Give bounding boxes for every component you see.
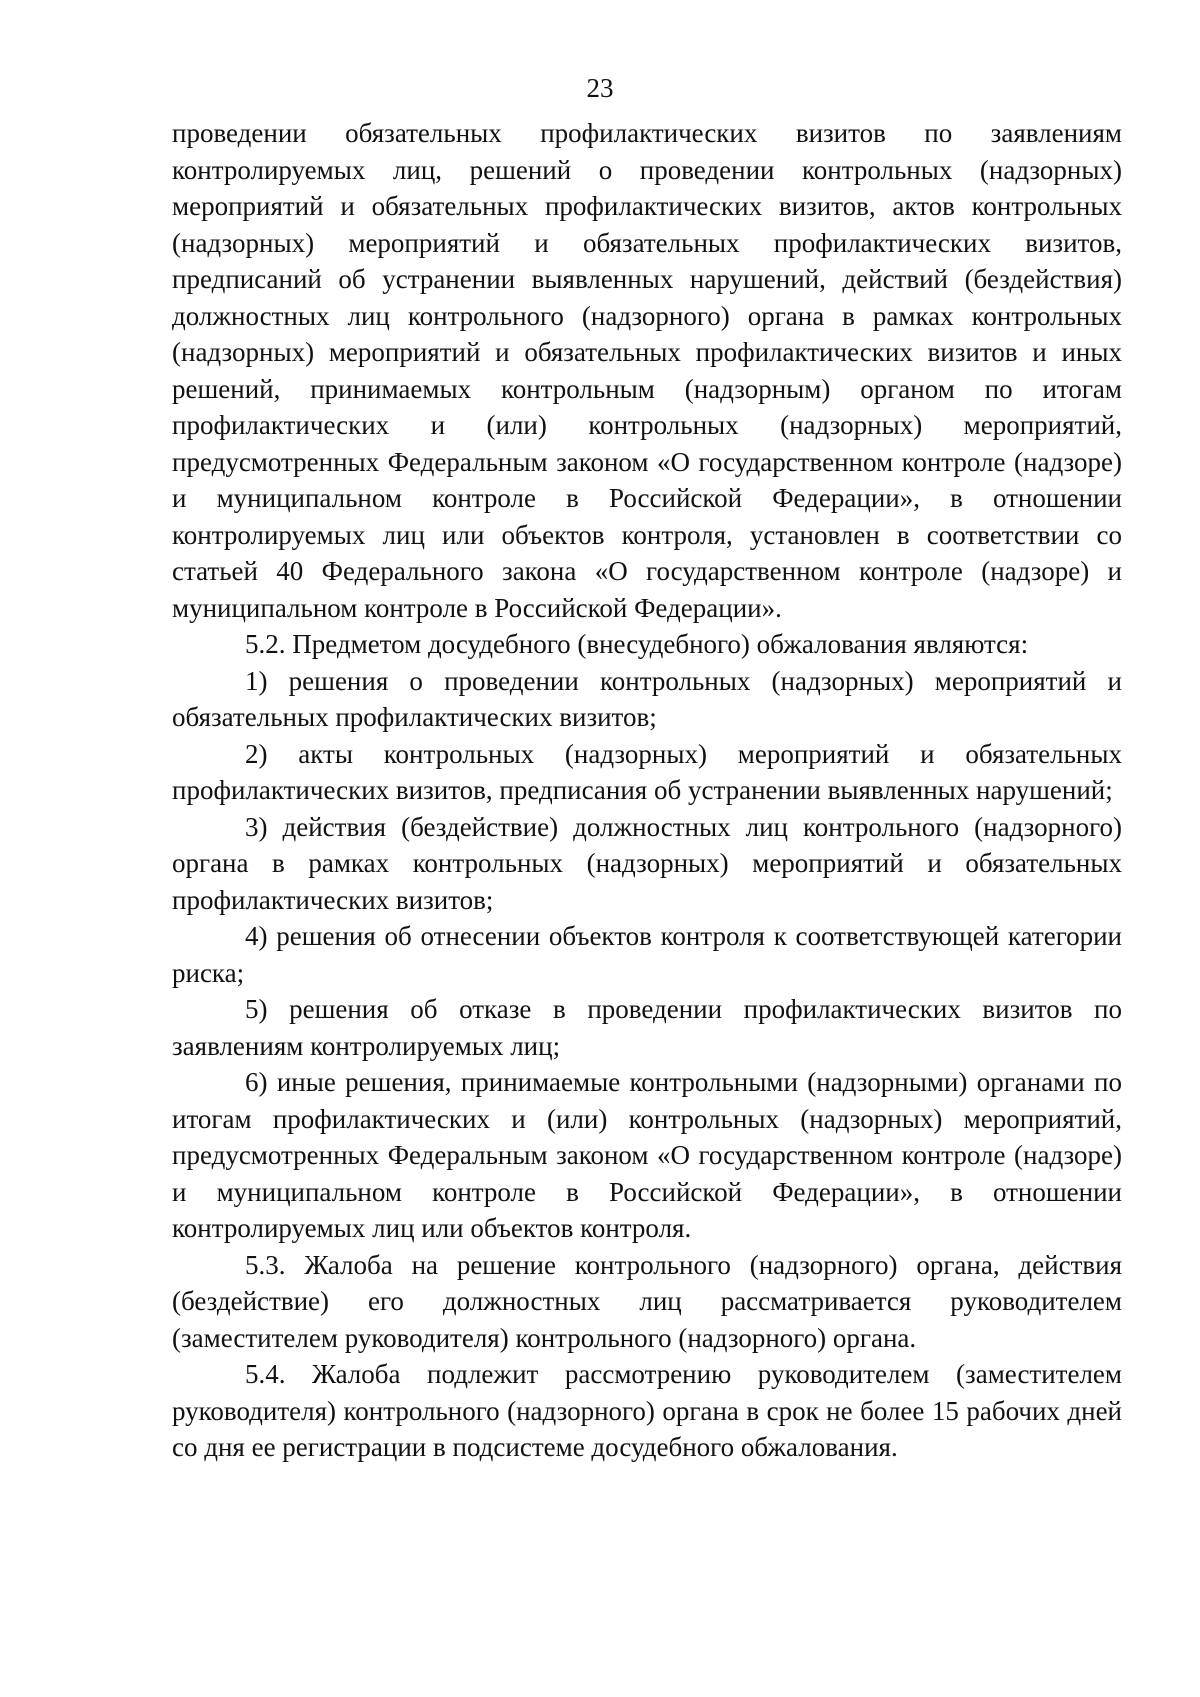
paragraph-5-2: 5.2. Предметом досудебного (внесудебного) обжалования являются: (245, 629, 1029, 659)
list-item-5: 5) решения об отказе в проведении профилактических визитов по заявлениям контролируемых лиц; (172, 994, 1122, 1061)
paragraph-continuation: проведении обязательных профилактических визитов по заявлениям контролируемых лиц, решений о проведении контрольных (надзорных) мероприятий и обязательных профилактических визитов, актов контрольных (надзорных) мероприятий и обязательных профилактических визитов, предписаний об устранении выявленных нарушений, действий (бездействия) должностных лиц контрольного (надзорного) органа в рамках контрольных (надзорных) мероприятий и обязательных профилактических визитов и иных решений, принимаемых контрольным (надзорным) органом по итогам профилактических и (или) контрольных (надзорных) мероприятий, предусмотренных Федеральным законом «О государственном контроле (надзоре) и муниципальном контроле в Российской Федерации», в отношении контролируемых лиц или объектов контроля, установлен в соответствии со статьей 40 Федерального закона «О государственном контроле (надзоре) и муниципальном контроле в Российской Федерации». (172, 118, 1122, 623)
list-item-1: 1) решения о проведении контрольных (надзорных) мероприятий и обязательных профилактических визитов; (172, 665, 1122, 732)
list-item-3: 3) действия (бездействие) должностных лиц контрольного (надзорного) органа в рамках контрольных (надзорных) мероприятий и обязательных профилактических визитов; (172, 811, 1122, 915)
paragraph-5-3: 5.3. Жалоба на решение контрольного (надзорного) органа, действия (бездействие) его должностных лиц рассматривается руководителем (заместителем руководителя) контрольного (надзорного) органа. (172, 1249, 1122, 1353)
paragraph-5-4: 5.4. Жалоба подлежит рассмотрению руководителем (заместителем руководителя) контрольного (надзорного) органа в срок не более 15 рабочих дней со дня ее регистрации в подсистеме досудебного обжалования. (172, 1359, 1122, 1462)
list-item-2: 2) акты контрольных (надзорных) мероприятий и обязательных профилактических визитов, предписания об устранении выявленных нарушений; (172, 738, 1122, 805)
list-item-6: 6) иные решения, принимаемые контрольными (надзорными) органами по итогам профилактических и (или) контрольных (надзорных) мероприятий, предусмотренных Федеральным законом «О государственном контроле (надзоре) и муниципальном контроле в Российской Федерации», в отношении контролируемых лиц или объектов контроля. (172, 1067, 1122, 1243)
list-item-4: 4) решения об отнесении объектов контроля к соответствующей категории риска; (172, 921, 1122, 988)
document-body (172, 115, 1122, 1466)
page-number: 23 (586, 73, 614, 103)
